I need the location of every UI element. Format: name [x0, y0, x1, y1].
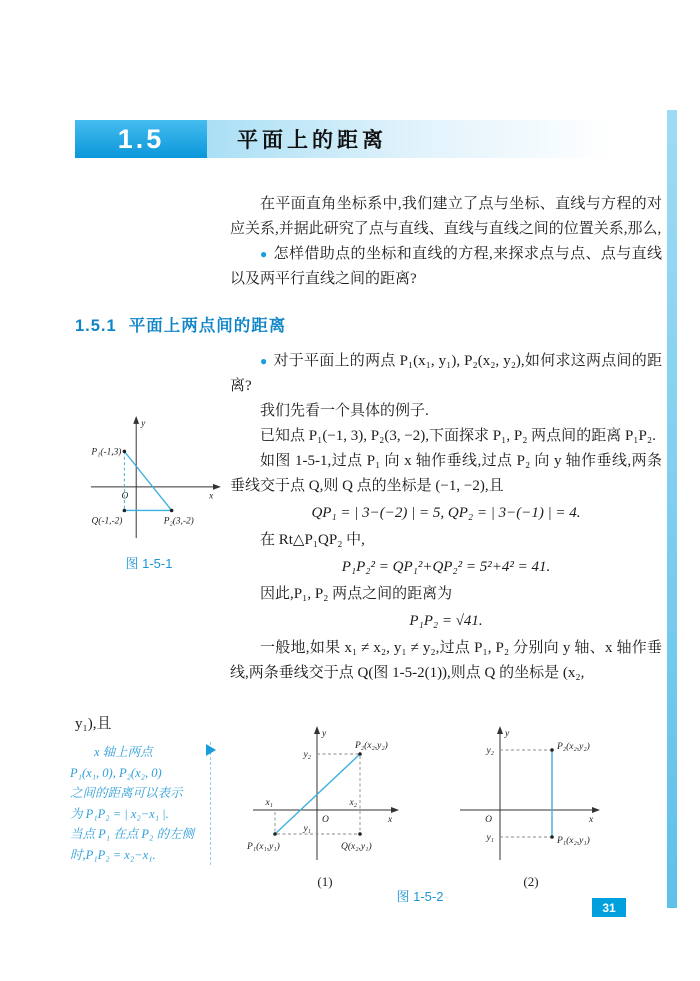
- margin-note-line: 之间的距离可以表示: [70, 786, 183, 800]
- body-paragraph-construction: 如图 1-5-1,过点 P₁ 向 x 轴作垂线,过点 P₂ 向 y 轴作垂线,两条垂线交于点 Q,则 Q 点的坐标是 (−1, −2),且: [230, 453, 662, 494]
- point-p1: [550, 835, 554, 839]
- y-axis-arrow-icon: [497, 726, 503, 734]
- figure-1-5-2-sub2: [452, 722, 610, 890]
- intro-column: [230, 192, 662, 292]
- label-p1: P₁(x₂,y₁): [557, 836, 590, 846]
- body-paragraph-known-points: 已知点 P₁(−1, 3), P₂(3, −2),下面探求 P₁, P₂ 两点间的距离 P₁P₂.: [260, 428, 656, 444]
- segment-p1-p2: [121, 451, 171, 510]
- label-p1: P₁(-1,3): [91, 447, 122, 458]
- paragraph-continuation: y₁),且: [75, 716, 112, 732]
- figure-1-5-2-caption: 图 1-5-2: [396, 889, 444, 904]
- y-axis-arrow-icon: [314, 726, 320, 734]
- bullet-icon: ●: [260, 354, 268, 368]
- label-x2: x₂: [349, 798, 357, 808]
- question-text-1: 怎样借助点的坐标和直线的方程,来探求点与点、点与直线以及两平行直线之间的距离?: [230, 246, 662, 287]
- section-header: [75, 120, 658, 158]
- figure-1-5-2-sub2-label: (2): [523, 874, 539, 889]
- x-axis-arrow-icon: [592, 807, 600, 813]
- label-y2: y₂: [303, 750, 311, 760]
- label-origin: O: [121, 491, 129, 502]
- label-y-axis: y: [141, 418, 146, 429]
- label-p2: P₂(x₂,y₂): [355, 741, 388, 751]
- figure-1-5-2-sub1: [245, 722, 405, 890]
- label-q: Q(x₂,y₁): [341, 842, 372, 852]
- main-text-column: [230, 349, 662, 686]
- point-p2: [358, 752, 362, 756]
- margin-note-line: 当点 P₁ 在点 P₂ 的左侧: [70, 827, 194, 841]
- figure-1-5-2-sub1-canvas: [245, 722, 405, 867]
- body-paragraph-example: 我们先看一个具体的例子.: [260, 403, 429, 419]
- margin-note-line: 为 P₁P₂ = | x₂−x₁ |.: [70, 806, 169, 821]
- section-number: 1.5: [117, 123, 165, 154]
- bullet-icon: ●: [260, 247, 268, 261]
- point-p2: [550, 748, 554, 752]
- body-paragraph-right-triangle: 在 Rt△P₁QP₂ 中,: [260, 532, 365, 548]
- note-pointer-icon: [206, 744, 216, 756]
- point-p2: [170, 509, 174, 513]
- body-paragraph-general: 一般地,如果 x₁ ≠ x₂, y₁ ≠ y₂,过点 P₁, P₂ 分别向 y 轴、x 轴作垂线,两条垂线交于点 Q(图 1-5-2(1)),则点 Q 的坐标是 (x₂,: [230, 640, 662, 681]
- label-x-axis: x: [388, 815, 393, 825]
- label-y1: y₁: [486, 833, 494, 843]
- label-origin: O: [322, 815, 329, 825]
- question-paragraph-2: [230, 349, 662, 399]
- point-q: [358, 832, 362, 836]
- margin-note-line: 时,P₁P₂ = x₂−x₁.: [70, 847, 156, 862]
- figure-1-5-1-caption: 图 1-5-1: [125, 556, 173, 571]
- y-axis-arrow-icon: [133, 416, 139, 424]
- equation-qp-distances: QP₁ = | 3−(−2) | = 5, QP₂ = | 3−(−1) | = 4.: [311, 505, 581, 521]
- point-q: [123, 509, 127, 513]
- subsection-title: 平面上两点间的距离: [128, 317, 287, 335]
- label-x-axis: x: [209, 491, 214, 502]
- figure-1-5-1-canvas: [75, 412, 223, 542]
- label-p2: P₂(3,-2): [163, 516, 194, 527]
- subsection-heading: [75, 312, 286, 336]
- page-number: 31: [602, 900, 616, 915]
- label-y2: y₂: [486, 746, 494, 756]
- label-origin: O: [485, 815, 492, 825]
- page-number-badge: [592, 898, 626, 917]
- x-axis-arrow-icon: [391, 807, 399, 813]
- label-y1: y₁: [303, 824, 311, 834]
- intro-paragraph: 在平面直角坐标系中,我们建立了点与坐标、直线与方程的对应关系,并据此研究了点与直线、直线与直线之间的位置关系,那么,: [230, 196, 662, 237]
- figure-1-5-1: [74, 412, 224, 572]
- label-q: Q(-1,-2): [91, 516, 123, 527]
- point-p1: [123, 450, 127, 454]
- margin-note-line: x 轴上两点: [94, 745, 153, 759]
- label-y-axis: y: [505, 729, 510, 739]
- point-p1: [273, 832, 277, 836]
- figure-1-5-2-sub1-label: (1): [317, 874, 333, 889]
- figure-1-5-2-sub2-canvas: [452, 722, 610, 867]
- equation-distance-result: P₁P₂ = √41.: [409, 613, 483, 629]
- page-edge-bar: [667, 110, 677, 908]
- subsection-number: 1.5.1: [75, 317, 117, 335]
- label-x-axis: x: [589, 815, 594, 825]
- section-title-strip: [207, 120, 658, 158]
- section-number-box: [75, 120, 207, 158]
- label-x1: x₁: [265, 798, 273, 808]
- label-y-axis: y: [322, 729, 327, 739]
- body-paragraph-therefore: 因此,P₁, P₂ 两点之间的距离为: [260, 586, 453, 602]
- margin-note-line: P₁(x₁, 0), P₂(x₂, 0): [70, 765, 162, 780]
- question-text-2: 对于平面上的两点 P₁(x₁, y₁), P₂(x₂, y₂),如何求这两点间的距离?: [230, 353, 663, 394]
- x-axis-arrow-icon: [213, 484, 221, 490]
- equation-pythagoras: P₁P₂² = QP₁²+QP₂² = 5²+4² = 41.: [341, 559, 551, 575]
- label-p1: P₁(x₁,y₁): [247, 842, 280, 852]
- margin-note: [70, 742, 211, 865]
- label-p2: P₂(x₂,y₂): [557, 742, 590, 752]
- question-paragraph-1: [230, 242, 662, 292]
- section-title: 平面上的距离: [237, 129, 387, 152]
